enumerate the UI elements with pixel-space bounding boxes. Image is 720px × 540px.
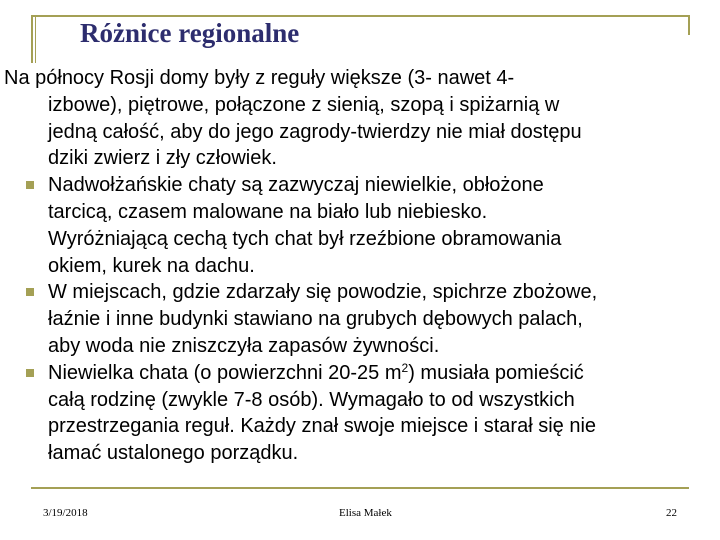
slide-body — [0, 65, 716, 467]
footer-divider — [31, 487, 689, 489]
text-line: tarcicą, czasem malowane na biało lub niebiesko. — [48, 200, 488, 223]
square-bullet-icon — [26, 288, 34, 296]
title-frame-left — [31, 15, 33, 63]
text-line: Wyróżniającą cechą tych chat był rzeźbione obramowania — [48, 227, 562, 250]
text-line: izbowe), piętrowe, połączone z sienią, szopą i spiżarnią w — [48, 93, 560, 116]
intro-paragraph — [0, 65, 716, 172]
footer-date: 3/19/2018 — [43, 507, 88, 519]
superscript: 2 — [401, 360, 409, 375]
bullet-item — [0, 360, 716, 467]
text-line: W miejscach, gdzie zdarzały się powodzie, spichrze zbożowe, — [48, 281, 598, 304]
text-line: łaźnie i inne budynki stawiano na grubych dębowych palach, — [48, 308, 583, 331]
title-frame-right — [688, 15, 690, 35]
text-line: całą rodzinę (zwykle 7-8 osób). Wymagało to od wszystkich — [48, 388, 575, 411]
title-frame-left-inner — [35, 15, 36, 63]
text-line: okiem, kurek na dachu. — [48, 254, 255, 277]
bullet-item — [0, 172, 716, 279]
text-line: przestrzegania reguł. Każdy znał swoje miejsce i starał się nie — [48, 415, 597, 438]
text-line: jedną całość, aby do jego zagrody-twierdzy nie miał dostępu — [48, 120, 582, 143]
text-line: Nadwołżańskie chaty są zazwyczaj niewielkie, obłożone — [48, 174, 544, 197]
square-bullet-icon — [26, 369, 34, 377]
text-segment: ) musiała pomieścić — [408, 361, 584, 384]
text-segment: Niewielka chata (o powierzchni 20-25 m — [48, 361, 402, 384]
text-line: dziki zwierz i zły człowiek. — [48, 147, 277, 170]
slide-number: 22 — [666, 507, 677, 519]
footer-author: Elisa Małek — [339, 507, 392, 519]
text-line: Na północy Rosji domy były z reguły większe (3- nawet 4- — [4, 67, 515, 89]
slide-title: Różnice regionalne — [80, 18, 300, 48]
text-line: łamać ustalonego porządku. — [48, 442, 299, 465]
text-line — [48, 360, 716, 387]
square-bullet-icon — [26, 181, 34, 189]
text-line: aby woda nie zniszczyła zapasów żywności. — [48, 334, 440, 357]
bullet-item — [0, 279, 716, 359]
